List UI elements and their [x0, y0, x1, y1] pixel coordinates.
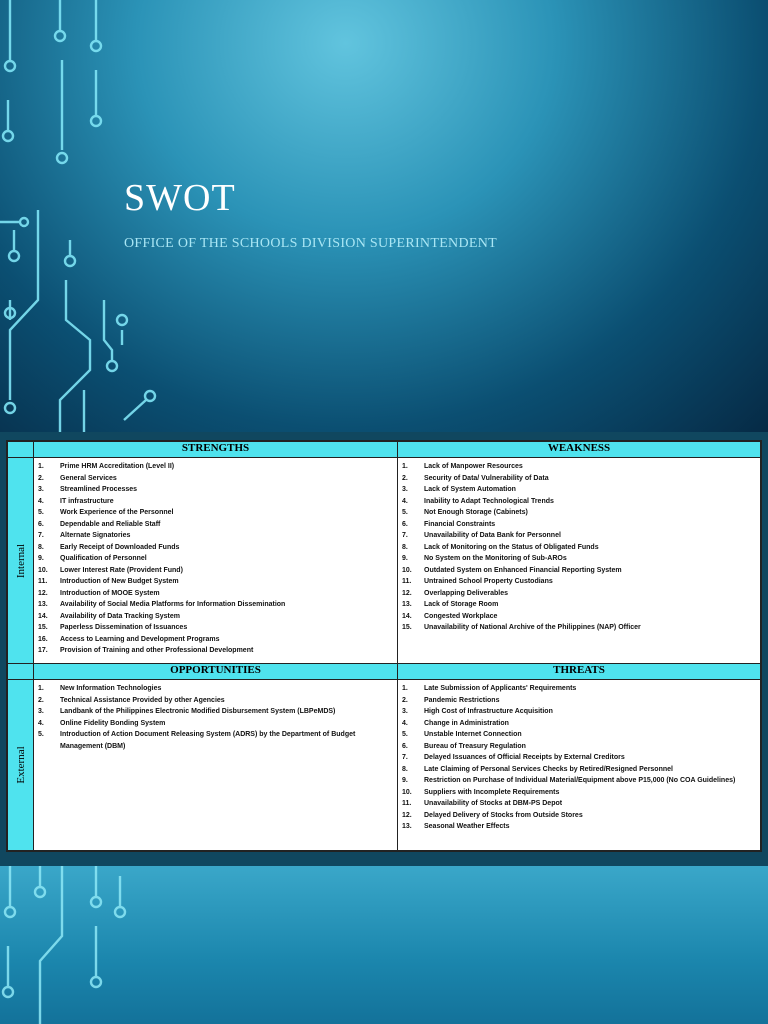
- strengths-header: STRENGTHS: [34, 442, 398, 458]
- item-text: No System on the Monitoring of Sub-AROs: [424, 555, 567, 562]
- item-number: 7.: [38, 532, 44, 539]
- item-number: 1.: [38, 685, 44, 692]
- item-number: 12.: [402, 589, 412, 597]
- item-text: Availability of Data Tracking System: [60, 612, 180, 620]
- item-text: General Services: [60, 474, 117, 482]
- item-text: Unavailability of Data Bank for Personnel: [424, 532, 561, 539]
- list-item: [38, 576, 393, 588]
- list-item: [402, 507, 756, 519]
- weakness-header: WEAKNESS: [398, 442, 761, 458]
- item-number: 6.: [402, 520, 408, 528]
- list-item: [38, 507, 393, 519]
- item-text: Alternate Signatories: [60, 532, 131, 539]
- item-number: 8.: [38, 543, 44, 551]
- item-text: Late Claiming of Personal Services Checks by Retired/Resigned Personnel: [424, 765, 673, 773]
- item-text: Lack of Manpower Resources: [424, 463, 523, 470]
- list-item: [38, 718, 393, 730]
- next-slide-background: [0, 866, 768, 1024]
- item-text: Lower Interest Rate (Provident Fund): [60, 566, 183, 574]
- item-number: 4.: [402, 497, 408, 505]
- item-number: 5.: [402, 509, 408, 516]
- item-text: Bureau of Treasury Regulation: [424, 742, 526, 750]
- item-text: Streamlined Processes: [60, 486, 138, 493]
- item-text: Unavailability of Stocks at DBM-PS Depot: [424, 800, 563, 807]
- item-text: Work Experience of the Personnel: [60, 509, 174, 516]
- item-number: 2.: [38, 474, 44, 482]
- item-number: 5.: [402, 731, 408, 738]
- item-text: Seasonal Weather Effects: [424, 823, 510, 830]
- opportunities-header: OPPORTUNITIES: [34, 664, 398, 680]
- list-item: [38, 530, 393, 542]
- list-item: [38, 565, 393, 577]
- item-text: Lack of System Automation: [424, 486, 516, 493]
- item-text: Pandemic Restrictions: [424, 696, 500, 704]
- item-number: 14.: [38, 612, 48, 620]
- list-item: [402, 576, 756, 588]
- item-number: 12.: [38, 589, 48, 597]
- item-number: 10.: [402, 566, 412, 574]
- item-text: Financial Constraints: [424, 520, 496, 528]
- item-text: Provision of Training and other Professional Development: [60, 647, 254, 654]
- item-number: 13.: [402, 823, 412, 830]
- list-item: [402, 461, 756, 473]
- list-item: [38, 706, 393, 718]
- list-item: [402, 473, 756, 485]
- list-item: [38, 484, 393, 496]
- list-item: [402, 787, 756, 799]
- item-number: 9.: [402, 555, 408, 562]
- list-item: [402, 530, 756, 542]
- list-item: [38, 622, 393, 634]
- item-number: 7.: [402, 754, 408, 761]
- list-item: [38, 599, 393, 611]
- item-number: 2.: [38, 696, 44, 704]
- item-text: Dependable and Reliable Staff: [60, 520, 161, 528]
- list-item: [38, 683, 393, 695]
- item-number: 12.: [402, 811, 412, 819]
- item-text: Overlapping Deliverables: [424, 589, 509, 597]
- list-item: [402, 729, 756, 741]
- threats-cell: [398, 680, 761, 851]
- list-item: [402, 588, 756, 600]
- item-text: Access to Learning and Development Programs: [60, 635, 220, 643]
- item-number: 13.: [402, 601, 412, 608]
- external-label: External: [14, 746, 27, 784]
- list-item: [402, 542, 756, 554]
- item-text: Qualification of Personnel: [60, 555, 147, 562]
- item-number: 6.: [38, 520, 44, 528]
- list-item: [402, 565, 756, 577]
- item-text: Availability of Social Media Platforms for Information Dissemination: [60, 601, 286, 608]
- circuit-board-decoration: [0, 866, 768, 1024]
- list-item: [402, 821, 756, 833]
- list-item: [402, 706, 756, 718]
- item-number: 17.: [38, 647, 48, 654]
- item-number: 4.: [38, 497, 44, 505]
- item-number: 4.: [38, 719, 44, 727]
- table-corner-cell: [8, 442, 34, 458]
- table-corner-cell: [8, 664, 34, 680]
- list-item: [402, 741, 756, 753]
- list-item: [38, 634, 393, 646]
- item-number: 10.: [402, 788, 412, 796]
- item-number: 6.: [402, 742, 408, 750]
- item-text: Technical Assistance Provided by other Agencies: [60, 696, 225, 704]
- item-text: Paperless Dissemination of Issuances: [60, 624, 188, 631]
- list-item: [38, 611, 393, 623]
- list-item: [38, 496, 393, 508]
- internal-label: Internal: [14, 543, 27, 578]
- list-item: [402, 519, 756, 531]
- item-text: Not Enough Storage (Cabinets): [424, 509, 528, 516]
- list-item: [402, 622, 756, 634]
- list-item: [402, 484, 756, 496]
- list-item: [402, 775, 756, 787]
- item-number: 4.: [402, 719, 408, 727]
- item-number: 14.: [402, 612, 412, 620]
- list-item: [402, 810, 756, 822]
- list-item: [38, 729, 393, 752]
- item-number: 9.: [402, 777, 408, 784]
- opportunities-list: [34, 680, 397, 754]
- list-item: [38, 695, 393, 707]
- list-item: [402, 599, 756, 611]
- item-number: 7.: [402, 532, 408, 539]
- item-text: Suppliers with Incomplete Requirements: [424, 788, 560, 796]
- item-number: 5.: [38, 509, 44, 516]
- item-text: Outdated System on Enhanced Financial Reporting System: [424, 566, 622, 574]
- item-text: High Cost of Infrastructure Acquisition: [424, 708, 553, 715]
- item-number: 1.: [38, 463, 44, 470]
- item-number: 15.: [402, 624, 412, 631]
- item-number: 3.: [38, 708, 44, 715]
- item-number: 10.: [38, 566, 48, 574]
- item-number: 11.: [38, 578, 48, 585]
- item-text: Early Receipt of Downloaded Funds: [60, 543, 180, 551]
- list-item: [402, 496, 756, 508]
- threats-header: THREATS: [398, 664, 761, 680]
- item-text: New Information Technologies: [60, 685, 162, 692]
- item-text: Security of Data/ Vulnerability of Data: [424, 474, 549, 482]
- item-number: 3.: [38, 486, 44, 493]
- external-side-cell: [8, 680, 34, 851]
- item-number: 2.: [402, 696, 408, 704]
- item-text: Introduction of MOOE System: [60, 589, 160, 597]
- internal-side-cell: [8, 458, 34, 664]
- item-number: 9.: [38, 555, 44, 562]
- item-number: 16.: [38, 635, 48, 643]
- item-text: Congested Workplace: [424, 612, 498, 620]
- item-text: Introduction of New Budget System: [60, 578, 179, 585]
- strengths-list: [34, 458, 397, 659]
- item-number: 3.: [402, 708, 408, 715]
- item-text: Unavailability of National Archive of the Philippines (NAP) Officer: [424, 624, 641, 631]
- item-number: 3.: [402, 486, 408, 493]
- list-item: [38, 519, 393, 531]
- item-text: Lack of Storage Room: [424, 601, 499, 608]
- list-item: [38, 461, 393, 473]
- list-item: [402, 798, 756, 810]
- item-text: Landbank of the Philippines Electronic Modified Disbursement System (LBPeMDS): [60, 708, 336, 715]
- circuit-board-decoration: [0, 0, 768, 432]
- strengths-cell: [34, 458, 398, 664]
- weakness-cell: [398, 458, 761, 664]
- item-number: 15.: [38, 624, 48, 631]
- list-item: [402, 683, 756, 695]
- item-text: Delayed Issuances of Official Receipts by External Creditors: [424, 754, 625, 761]
- list-item: [38, 542, 393, 554]
- item-text: Untrained School Property Custodians: [424, 578, 553, 585]
- item-number: 5.: [38, 731, 44, 738]
- item-number: 11.: [402, 800, 412, 807]
- item-text: Delayed Delivery of Stocks from Outside Stores: [424, 811, 583, 819]
- list-item: [38, 473, 393, 485]
- item-text: Late Submission of Applicants' Requirements: [424, 685, 577, 692]
- list-item: [402, 611, 756, 623]
- list-item: [402, 695, 756, 707]
- swot-table-container: [6, 440, 762, 852]
- list-item: [38, 553, 393, 565]
- threats-list: [398, 680, 760, 835]
- item-number: 8.: [402, 765, 408, 773]
- list-item: [38, 645, 393, 657]
- list-item: [402, 718, 756, 730]
- item-text: Lack of Monitoring on the Status of Obligated Funds: [424, 543, 599, 551]
- item-number: 1.: [402, 463, 408, 470]
- list-item: [402, 553, 756, 565]
- item-text: Change in Administration: [424, 719, 509, 727]
- opportunities-cell: [34, 680, 398, 851]
- swot-table: [7, 441, 761, 851]
- item-text: IT infrastructure: [60, 497, 114, 505]
- list-item: [402, 752, 756, 764]
- item-number: 2.: [402, 474, 408, 482]
- item-number: 11.: [402, 578, 412, 585]
- slide-title: SWOT: [124, 177, 236, 219]
- title-slide-background: [0, 0, 768, 432]
- item-text: Inability to Adapt Technological Trends: [424, 497, 554, 505]
- item-number: 1.: [402, 685, 408, 692]
- slide-subtitle: OFFICE OF THE SCHOOLS DIVISION SUPERINTENDENT: [124, 236, 497, 251]
- item-number: 8.: [402, 543, 408, 551]
- item-text: Unstable Internet Connection: [424, 731, 522, 738]
- list-item: [402, 764, 756, 776]
- list-item: [38, 588, 393, 600]
- item-text: Introduction of Action Document Releasing System (ADRS) by the Department of Budget Management (DBM): [60, 731, 356, 750]
- item-text: Prime HRM Accreditation (Level II): [60, 463, 175, 470]
- item-text: Online Fidelity Bonding System: [60, 719, 166, 727]
- weakness-list: [398, 458, 760, 636]
- item-text: Restriction on Purchase of Individual Material/Equipment above P15,000 (No COA Guidelines): [424, 777, 736, 784]
- item-number: 13.: [38, 601, 48, 608]
